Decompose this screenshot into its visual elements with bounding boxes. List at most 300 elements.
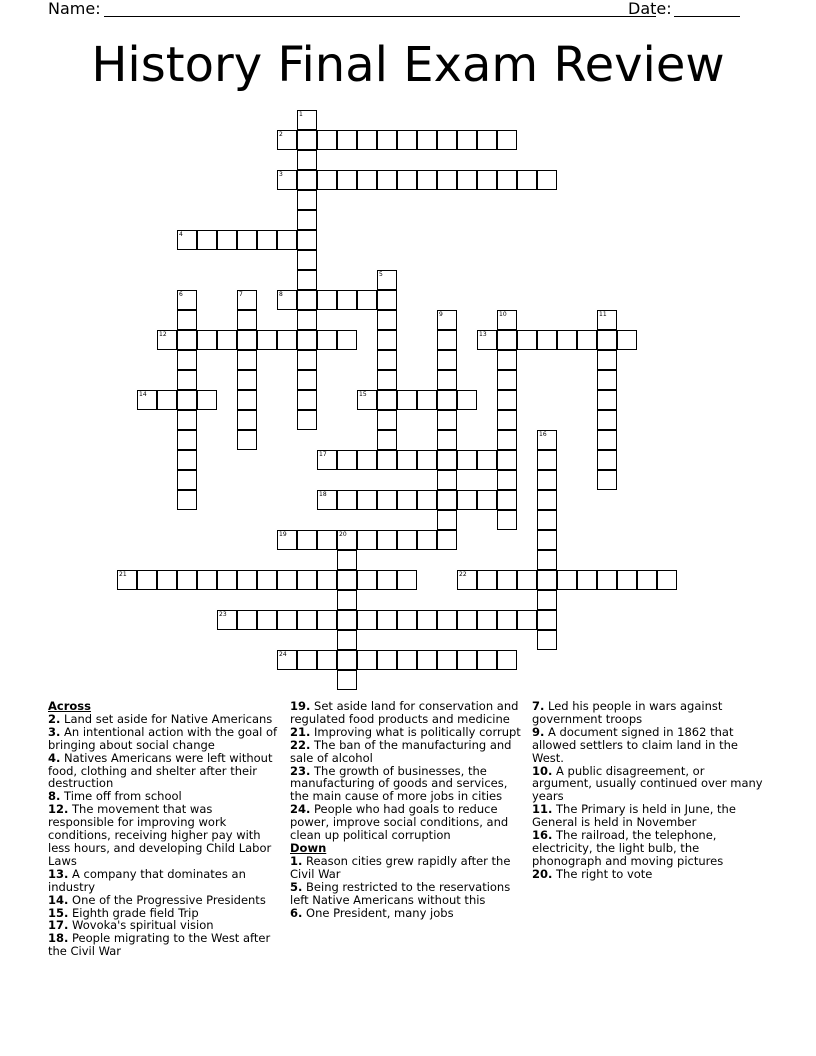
crossword-cell[interactable] bbox=[237, 230, 257, 250]
crossword-cell[interactable] bbox=[577, 330, 597, 350]
crossword-cell[interactable] bbox=[177, 470, 197, 490]
crossword-cell[interactable] bbox=[597, 310, 617, 330]
crossword-cell[interactable] bbox=[317, 130, 337, 150]
crossword-cell[interactable] bbox=[277, 530, 297, 550]
crossword-cell[interactable] bbox=[437, 370, 457, 390]
crossword-cell[interactable] bbox=[177, 430, 197, 450]
crossword-cell[interactable] bbox=[597, 370, 617, 390]
crossword-cell[interactable] bbox=[417, 450, 437, 470]
clue-item-text: People who had goals to reduce power, improve social conditions, and clean up political corruption bbox=[290, 802, 509, 843]
crossword-cell[interactable] bbox=[217, 610, 237, 630]
clue-number: 15 bbox=[359, 391, 367, 398]
clues-column-1 bbox=[48, 700, 280, 958]
down-heading: Down bbox=[290, 840, 327, 855]
crossword-cell[interactable] bbox=[197, 330, 217, 350]
crossword-cell[interactable] bbox=[317, 530, 337, 550]
crossword-cell[interactable] bbox=[417, 130, 437, 150]
crossword-cell[interactable] bbox=[437, 450, 457, 470]
clue-item-number: 19. bbox=[290, 699, 311, 713]
crossword-cell[interactable] bbox=[397, 130, 417, 150]
clue-item-text: Land set aside for Native Americans bbox=[60, 711, 273, 726]
crossword-cell[interactable] bbox=[257, 230, 277, 250]
crossword-cell[interactable] bbox=[237, 390, 257, 410]
crossword-cell[interactable] bbox=[657, 570, 677, 590]
crossword-cell[interactable] bbox=[417, 390, 437, 410]
crossword-cell[interactable] bbox=[477, 490, 497, 510]
clue-item bbox=[532, 803, 764, 829]
crossword-cell[interactable] bbox=[457, 490, 477, 510]
crossword-cell[interactable] bbox=[497, 470, 517, 490]
crossword-cell[interactable] bbox=[337, 490, 357, 510]
crossword-cell[interactable] bbox=[497, 310, 517, 330]
clue-number: 16 bbox=[539, 431, 547, 438]
crossword-cell[interactable] bbox=[437, 310, 457, 330]
crossword-cell[interactable] bbox=[357, 490, 377, 510]
crossword-cell[interactable] bbox=[537, 590, 557, 610]
clue-item bbox=[290, 700, 526, 726]
crossword-cell[interactable] bbox=[437, 130, 457, 150]
crossword-cell[interactable] bbox=[537, 330, 557, 350]
crossword-cell[interactable] bbox=[297, 330, 317, 350]
crossword-cell[interactable] bbox=[597, 350, 617, 370]
clue-item-number: 1. bbox=[290, 853, 303, 868]
clue-item-text: The growth of businesses, the manufacturing of goods and services, the main cause of more jobs in cities bbox=[290, 763, 508, 804]
crossword-cell[interactable] bbox=[297, 130, 317, 150]
crossword-cell[interactable] bbox=[477, 330, 497, 350]
clue-item-number: 21. bbox=[290, 724, 311, 739]
crossword-cell[interactable] bbox=[337, 610, 357, 630]
crossword-cell[interactable] bbox=[497, 570, 517, 590]
crossword-cell[interactable] bbox=[297, 350, 317, 370]
crossword-cell[interactable] bbox=[457, 450, 477, 470]
crossword-cell[interactable] bbox=[457, 130, 477, 150]
clue-item-text: Led his people in wars against government troops bbox=[532, 699, 723, 726]
clue-number: 4 bbox=[179, 231, 183, 238]
crossword-cell[interactable] bbox=[537, 430, 557, 450]
clue-number: 1 bbox=[299, 111, 303, 118]
crossword-cell[interactable] bbox=[377, 430, 397, 450]
crossword-cell[interactable] bbox=[297, 110, 317, 130]
crossword-cell[interactable] bbox=[277, 610, 297, 630]
crossword-cell[interactable] bbox=[437, 390, 457, 410]
clue-number: 12 bbox=[159, 331, 167, 338]
crossword-cell[interactable] bbox=[437, 610, 457, 630]
crossword-cell[interactable] bbox=[437, 510, 457, 530]
clue-item bbox=[48, 868, 280, 894]
crossword-cell[interactable] bbox=[277, 230, 297, 250]
clue-item-number: 11. bbox=[532, 802, 553, 817]
crossword-cell[interactable] bbox=[517, 570, 537, 590]
crossword-cell[interactable] bbox=[177, 370, 197, 390]
crossword-cell[interactable] bbox=[337, 570, 357, 590]
crossword-cell[interactable] bbox=[197, 390, 217, 410]
clues-column-3 bbox=[532, 700, 764, 881]
crossword-cell[interactable] bbox=[597, 390, 617, 410]
crossword-cell[interactable] bbox=[377, 270, 397, 290]
crossword-cell[interactable] bbox=[497, 510, 517, 530]
clue-number: 6 bbox=[179, 291, 183, 298]
clue-item-number: 12. bbox=[48, 802, 69, 817]
crossword-cell[interactable] bbox=[297, 150, 317, 170]
clue-item-number: 14. bbox=[48, 892, 69, 907]
crossword-cell[interactable] bbox=[117, 570, 137, 590]
crossword-cell[interactable] bbox=[317, 490, 337, 510]
crossword-cell[interactable] bbox=[297, 570, 317, 590]
crossword-cell[interactable] bbox=[517, 170, 537, 190]
crossword-cell[interactable] bbox=[297, 250, 317, 270]
clue-item bbox=[532, 700, 764, 726]
crossword-cell[interactable] bbox=[377, 530, 397, 550]
crossword-cell[interactable] bbox=[377, 370, 397, 390]
crossword-cell[interactable] bbox=[497, 610, 517, 630]
clue-number: 13 bbox=[479, 331, 487, 338]
crossword-cell[interactable] bbox=[357, 650, 377, 670]
crossword-cell[interactable] bbox=[297, 270, 317, 290]
name-label: Name: bbox=[48, 0, 101, 18]
crossword-cell[interactable] bbox=[357, 570, 377, 590]
crossword-cell[interactable] bbox=[377, 610, 397, 630]
crossword-cell[interactable] bbox=[497, 330, 517, 350]
crossword-cell[interactable] bbox=[177, 350, 197, 370]
crossword-cell[interactable] bbox=[397, 610, 417, 630]
crossword-cell[interactable] bbox=[177, 410, 197, 430]
crossword-cell[interactable] bbox=[177, 450, 197, 470]
crossword-cell[interactable] bbox=[437, 650, 457, 670]
crossword-cell[interactable] bbox=[277, 330, 297, 350]
clue-item-number: 6. bbox=[290, 905, 303, 920]
clue-number: 21 bbox=[119, 571, 127, 578]
clue-item-number: 10. bbox=[532, 763, 553, 778]
crossword-cell[interactable] bbox=[217, 330, 237, 350]
crossword-cell[interactable] bbox=[337, 130, 357, 150]
crossword-cell[interactable] bbox=[457, 170, 477, 190]
clue-number: 3 bbox=[279, 171, 283, 178]
crossword-cell[interactable] bbox=[297, 530, 317, 550]
crossword-cell[interactable] bbox=[237, 370, 257, 390]
crossword-cell[interactable] bbox=[157, 330, 177, 350]
crossword-cell[interactable] bbox=[197, 570, 217, 590]
crossword-cell[interactable] bbox=[437, 490, 457, 510]
clue-number: 22 bbox=[459, 571, 467, 578]
crossword-cell[interactable] bbox=[337, 330, 357, 350]
crossword-cell[interactable] bbox=[337, 530, 357, 550]
crossword-cell[interactable] bbox=[537, 630, 557, 650]
crossword-cell[interactable] bbox=[377, 410, 397, 430]
crossword-cell[interactable] bbox=[337, 650, 357, 670]
crossword-cell[interactable] bbox=[537, 170, 557, 190]
crossword-cell[interactable] bbox=[437, 350, 457, 370]
crossword-cell[interactable] bbox=[177, 570, 197, 590]
crossword-cell[interactable] bbox=[137, 390, 157, 410]
crossword-cell[interactable] bbox=[377, 490, 397, 510]
crossword-cell[interactable] bbox=[517, 330, 537, 350]
crossword-cell[interactable] bbox=[477, 570, 497, 590]
crossword-cell[interactable] bbox=[297, 370, 317, 390]
crossword-cell[interactable] bbox=[497, 450, 517, 470]
crossword-cell[interactable] bbox=[617, 330, 637, 350]
crossword-cell[interactable] bbox=[257, 610, 277, 630]
clue-item bbox=[532, 726, 764, 765]
crossword-cell[interactable] bbox=[497, 170, 517, 190]
crossword-cell[interactable] bbox=[417, 170, 437, 190]
crossword-cell[interactable] bbox=[437, 170, 457, 190]
crossword-cell[interactable] bbox=[497, 370, 517, 390]
crossword-cell[interactable] bbox=[297, 290, 317, 310]
crossword-cell[interactable] bbox=[537, 530, 557, 550]
crossword-cell[interactable] bbox=[437, 430, 457, 450]
crossword-cell[interactable] bbox=[437, 470, 457, 490]
crossword-cell[interactable] bbox=[497, 410, 517, 430]
crossword-cell[interactable] bbox=[337, 590, 357, 610]
crossword-cell[interactable] bbox=[297, 610, 317, 630]
crossword-cell[interactable] bbox=[137, 570, 157, 590]
crossword-cell[interactable] bbox=[357, 530, 377, 550]
clue-item-text: Set aside land for conservation and regulated food products and medicine bbox=[290, 699, 519, 726]
crossword-cell[interactable] bbox=[297, 190, 317, 210]
crossword-cell[interactable] bbox=[537, 510, 557, 530]
clue-item-number: 15. bbox=[48, 905, 69, 920]
clue-item-number: 22. bbox=[290, 737, 311, 752]
clue-item bbox=[48, 752, 280, 791]
crossword-cell[interactable] bbox=[317, 170, 337, 190]
crossword-cell[interactable] bbox=[177, 230, 197, 250]
crossword-cell[interactable] bbox=[257, 570, 277, 590]
crossword-cell[interactable] bbox=[297, 210, 317, 230]
crossword-cell[interactable] bbox=[277, 650, 297, 670]
crossword-cell[interactable] bbox=[157, 570, 177, 590]
crossword-cell[interactable] bbox=[357, 170, 377, 190]
crossword-cell[interactable] bbox=[417, 530, 437, 550]
page-title: History Final Exam Review bbox=[91, 37, 725, 93]
crossword-cell[interactable] bbox=[297, 410, 317, 430]
crossword-cell[interactable] bbox=[177, 330, 197, 350]
clue-number: 2 bbox=[279, 131, 283, 138]
crossword-cell[interactable] bbox=[217, 570, 237, 590]
crossword-cell[interactable] bbox=[477, 450, 497, 470]
across-clue-list-cont bbox=[290, 700, 526, 842]
clue-item-text: Eighth grade field Trip bbox=[68, 905, 199, 920]
crossword-cell[interactable] bbox=[497, 390, 517, 410]
crossword-cell[interactable] bbox=[217, 230, 237, 250]
crossword-cell[interactable] bbox=[337, 450, 357, 470]
crossword-cell[interactable] bbox=[177, 310, 197, 330]
crossword-cell[interactable] bbox=[357, 290, 377, 310]
clue-item bbox=[290, 881, 526, 907]
crossword-cell[interactable] bbox=[237, 570, 257, 590]
clue-item-number: 17. bbox=[48, 918, 69, 933]
crossword-cell[interactable] bbox=[597, 450, 617, 470]
crossword-cell[interactable] bbox=[397, 570, 417, 590]
crossword-cell[interactable] bbox=[157, 390, 177, 410]
crossword-cell[interactable] bbox=[557, 330, 577, 350]
clue-item-number: 9. bbox=[532, 724, 545, 739]
crossword-cell[interactable] bbox=[397, 450, 417, 470]
crossword-cell[interactable] bbox=[277, 130, 297, 150]
crossword-cell[interactable] bbox=[597, 410, 617, 430]
crossword-cell[interactable] bbox=[537, 490, 557, 510]
crossword-cell[interactable] bbox=[237, 330, 257, 350]
clue-number: 14 bbox=[139, 391, 147, 398]
crossword-cell[interactable] bbox=[317, 450, 337, 470]
crossword-cell[interactable] bbox=[537, 570, 557, 590]
crossword-cell[interactable] bbox=[317, 290, 337, 310]
crossword-cell[interactable] bbox=[597, 330, 617, 350]
crossword-cell[interactable] bbox=[277, 290, 297, 310]
crossword-cell[interactable] bbox=[637, 570, 657, 590]
crossword-cell[interactable] bbox=[497, 650, 517, 670]
clue-number: 19 bbox=[279, 531, 287, 538]
clue-item-number: 23. bbox=[290, 763, 311, 778]
crossword-cell[interactable] bbox=[197, 230, 217, 250]
crossword-cell[interactable] bbox=[377, 650, 397, 670]
clue-item bbox=[290, 765, 526, 804]
crossword-cell[interactable] bbox=[617, 570, 637, 590]
crossword-cell[interactable] bbox=[537, 450, 557, 470]
crossword-cell[interactable] bbox=[417, 610, 437, 630]
clue-number: 17 bbox=[319, 451, 327, 458]
clue-item bbox=[290, 855, 526, 881]
crossword-cell[interactable] bbox=[317, 570, 337, 590]
clue-item-number: 2. bbox=[48, 711, 61, 726]
clue-item-text: Improving what is politically corrupt bbox=[310, 724, 521, 739]
crossword-cell[interactable] bbox=[477, 130, 497, 150]
down-clue-list bbox=[290, 855, 526, 920]
crossword-cell[interactable] bbox=[297, 230, 317, 250]
crossword-cell[interactable] bbox=[457, 570, 477, 590]
clue-item-text: Wovoka's spiritual vision bbox=[68, 918, 214, 933]
crossword-cell[interactable] bbox=[397, 170, 417, 190]
crossword-cell[interactable] bbox=[237, 610, 257, 630]
crossword-cell[interactable] bbox=[397, 530, 417, 550]
crossword-cell[interactable] bbox=[237, 410, 257, 430]
crossword-cell[interactable] bbox=[377, 570, 397, 590]
crossword-cell[interactable] bbox=[337, 670, 357, 690]
clues-column-2 bbox=[290, 700, 526, 919]
crossword-cell[interactable] bbox=[597, 470, 617, 490]
crossword-cell[interactable] bbox=[537, 610, 557, 630]
crossword-cell[interactable] bbox=[177, 490, 197, 510]
crossword-cell[interactable] bbox=[257, 330, 277, 350]
crossword-cell[interactable] bbox=[377, 390, 397, 410]
crossword-cell[interactable] bbox=[497, 350, 517, 370]
clue-item-number: 18. bbox=[48, 931, 69, 946]
crossword-cell[interactable] bbox=[357, 130, 377, 150]
crossword-cell[interactable] bbox=[297, 310, 317, 330]
clue-item-text: A public disagreement, or argument, usually continued over many years bbox=[532, 763, 763, 804]
clue-item-text: Reason cities grew rapidly after the Civil War bbox=[290, 853, 511, 881]
crossword-cell[interactable] bbox=[377, 310, 397, 330]
crossword-cell[interactable] bbox=[477, 610, 497, 630]
clue-item-text: People migrating to the West after the Civil War bbox=[48, 931, 271, 959]
crossword-cell[interactable] bbox=[497, 430, 517, 450]
crossword-cell[interactable] bbox=[177, 290, 197, 310]
crossword-cell[interactable] bbox=[297, 170, 317, 190]
clue-item-text: The Primary is held in June, the General is held in November bbox=[532, 802, 736, 830]
clue-item-number: 5. bbox=[290, 879, 303, 894]
crossword-cell[interactable] bbox=[297, 390, 317, 410]
crossword-cell[interactable] bbox=[437, 410, 457, 430]
date-label: Date: bbox=[628, 0, 672, 18]
crossword-cell[interactable] bbox=[457, 390, 477, 410]
crossword-cell[interactable] bbox=[457, 650, 477, 670]
crossword-cell[interactable] bbox=[597, 430, 617, 450]
clue-item-text: The movement that was responsible for improving work conditions, receiving higher pay with less hours, and developing Child Labor Laws bbox=[48, 802, 272, 868]
clue-number: 9 bbox=[439, 311, 443, 318]
clue-number: 10 bbox=[499, 311, 507, 318]
crossword-cell[interactable] bbox=[357, 450, 377, 470]
crossword-cell[interactable] bbox=[277, 570, 297, 590]
clue-item-text: Being restricted to the reservations left Native Americans without this bbox=[290, 879, 511, 907]
crossword-cell[interactable] bbox=[417, 650, 437, 670]
crossword-cell[interactable] bbox=[397, 390, 417, 410]
crossword-cell[interactable] bbox=[537, 470, 557, 490]
crossword-cell[interactable] bbox=[177, 390, 197, 410]
crossword-cell[interactable] bbox=[477, 650, 497, 670]
crossword-cell[interactable] bbox=[537, 550, 557, 570]
clue-item-text: The ban of the manufacturing and sale of alcohol bbox=[290, 737, 512, 765]
clue-item-text: One of the Progressive Presidents bbox=[68, 892, 266, 907]
clue-number: 18 bbox=[319, 491, 327, 498]
crossword-cell[interactable] bbox=[477, 170, 497, 190]
crossword-cell[interactable] bbox=[377, 330, 397, 350]
crossword-cell[interactable] bbox=[337, 630, 357, 650]
crossword-cell[interactable] bbox=[437, 330, 457, 350]
crossword-cell[interactable] bbox=[237, 310, 257, 330]
crossword-cell[interactable] bbox=[317, 610, 337, 630]
crossword-cell[interactable] bbox=[497, 130, 517, 150]
crossword-cell[interactable] bbox=[457, 610, 477, 630]
crossword-cell[interactable] bbox=[337, 170, 357, 190]
crossword-cell[interactable] bbox=[337, 550, 357, 570]
crossword-cell[interactable] bbox=[237, 290, 257, 310]
crossword-cell[interactable] bbox=[377, 350, 397, 370]
clue-item-number: 24. bbox=[290, 802, 311, 817]
crossword-cell[interactable] bbox=[237, 350, 257, 370]
clue-item-text: Time off from school bbox=[60, 789, 182, 804]
crossword-cell[interactable] bbox=[377, 450, 397, 470]
crossword-cell[interactable] bbox=[597, 570, 617, 590]
crossword-cell[interactable] bbox=[377, 290, 397, 310]
crossword-cell[interactable] bbox=[397, 650, 417, 670]
clue-item bbox=[532, 829, 764, 868]
clue-number: 11 bbox=[599, 311, 607, 318]
clue-item bbox=[290, 803, 526, 842]
crossword-cell[interactable] bbox=[357, 610, 377, 630]
clue-number: 7 bbox=[239, 291, 243, 298]
clue-item-text: One President, many jobs bbox=[302, 905, 454, 920]
clue-item-number: 16. bbox=[532, 828, 553, 843]
crossword-cell[interactable] bbox=[297, 650, 317, 670]
crossword-cell[interactable] bbox=[317, 650, 337, 670]
crossword-cell[interactable] bbox=[377, 170, 397, 190]
crossword-cell[interactable] bbox=[557, 570, 577, 590]
crossword-cell[interactable] bbox=[277, 170, 297, 190]
crossword-cell[interactable] bbox=[577, 570, 597, 590]
crossword-cell[interactable] bbox=[237, 430, 257, 450]
crossword-cell[interactable] bbox=[437, 530, 457, 550]
clue-item bbox=[48, 932, 280, 958]
crossword-cell[interactable] bbox=[497, 490, 517, 510]
clue-item-text: Natives Americans were left without food, clothing and shelter after their destruction bbox=[48, 750, 273, 791]
crossword-cell[interactable] bbox=[417, 490, 437, 510]
crossword-cell[interactable] bbox=[517, 610, 537, 630]
clue-number: 20 bbox=[339, 531, 347, 538]
crossword-cell[interactable] bbox=[357, 390, 377, 410]
crossword-cell[interactable] bbox=[377, 130, 397, 150]
crossword-cell[interactable] bbox=[397, 490, 417, 510]
crossword-cell[interactable] bbox=[317, 330, 337, 350]
crossword-cell[interactable] bbox=[337, 290, 357, 310]
